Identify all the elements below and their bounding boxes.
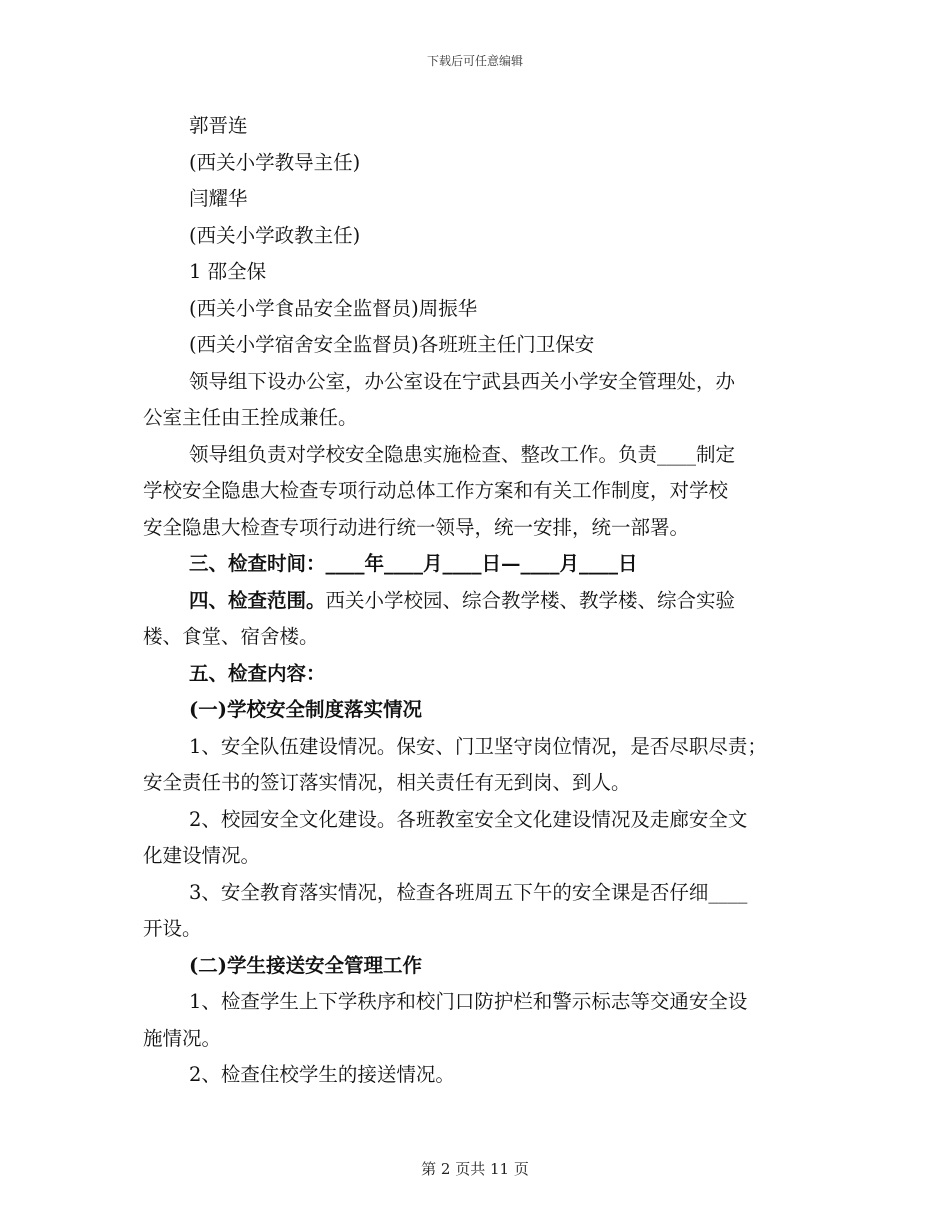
paragraph-line: (西关小学宿舍安全监督员)各班班主任门卫保安: [189, 333, 595, 356]
page-header: 下载后可任意编辑: [426, 54, 523, 68]
paragraph-line: (西关小学政教主任): [189, 223, 361, 247]
paragraph-line: 2、检查住校学生的接送情况。: [189, 1063, 455, 1086]
paragraph-line: (西关小学食品安全监督员)周振华: [189, 296, 478, 320]
paragraph-line: 1 邵全保: [189, 260, 267, 283]
paragraph-line: 领导组负责对学校安全隐患实施检查、整改工作。负责____制定: [189, 442, 736, 466]
subsection-heading: (二)学生接送安全管理工作: [189, 953, 422, 977]
document-body: [143, 108, 811, 1094]
paragraph-text: 西关小学校园、综合教学楼、教学楼、综合实验: [325, 588, 736, 612]
paragraph-line: 1、检查学生上下学秩序和校门口防护栏和警示标志等交通安全设: [189, 990, 748, 1013]
paragraph-line: 2、校园安全文化建设。各班教室安全文化建设情况及走廊安全文: [189, 807, 748, 831]
paragraph-line: 施情况。: [143, 1026, 222, 1050]
page-footer: 第 2 页共 11 页: [421, 1160, 529, 1178]
paragraph-line: [143, 583, 811, 620]
section-heading: 四、检查范围。: [189, 588, 326, 612]
paragraph-line: 学校安全隐患大检查专项行动总体工作方案和有关工作制度，对学校: [143, 479, 729, 502]
paragraph-line: 3、安全教育落实情况，检查各班周五下午的安全课是否仔细____: [189, 880, 748, 904]
section-heading: 五、检查内容：: [189, 661, 326, 685]
paragraph-line: (西关小学教导主任): [189, 150, 361, 174]
paragraph-line: 安全隐患大检查专项行动进行统一领导，统一安排，统一部署。: [143, 515, 690, 539]
paragraph-line: 郭晋连: [189, 114, 248, 137]
paragraph-line: 领导组下设办公室，办公室设在宁武县西关小学安全管理处，办: [189, 369, 736, 393]
paragraph-line: 安全责任书的签订落实情况，相关责任有无到岗、到人。: [143, 771, 631, 794]
subsection-heading: (一)学校安全制度落实情况: [189, 698, 422, 721]
paragraph-line: 闫耀华: [189, 187, 248, 210]
paragraph-line: 1、安全队伍建设情况。保安、门卫坚守岗位情况，是否尽职尽责；: [189, 734, 767, 758]
paragraph-line: 公室主任由王拴成兼任。: [143, 406, 358, 429]
paragraph-line: 楼、食堂、宿舍楼。: [143, 625, 319, 648]
paragraph-line: 化建设情况。: [143, 844, 261, 867]
paragraph-line: 开设。: [143, 917, 202, 940]
section-heading: 三、检查时间：____年____月____日—____月____日: [189, 552, 638, 575]
